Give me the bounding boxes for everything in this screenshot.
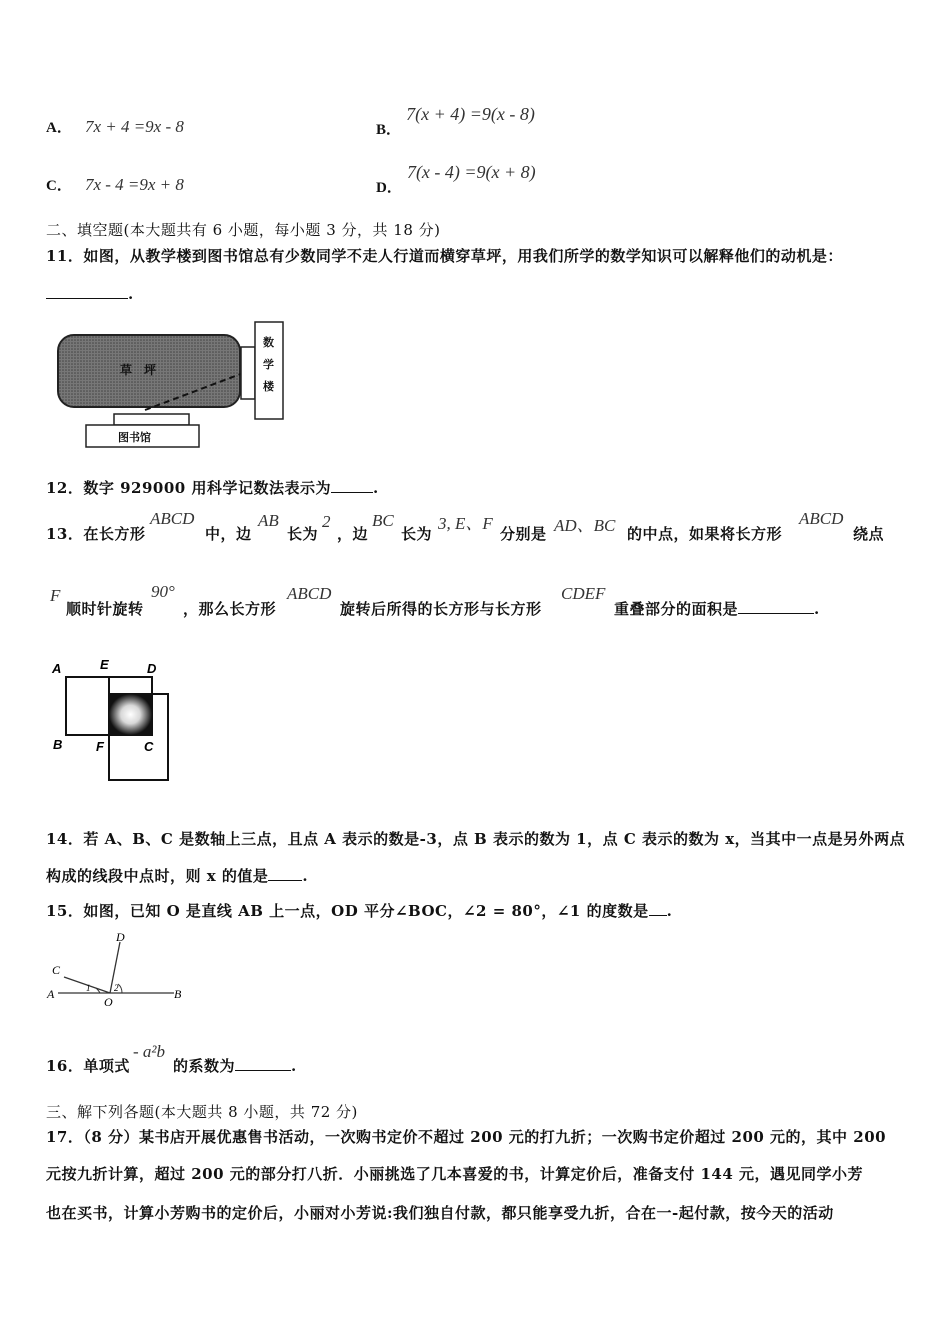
q14-end: . xyxy=(302,867,309,885)
q12-blank xyxy=(331,478,373,493)
q13-m8: F xyxy=(50,586,61,605)
q15-blank xyxy=(649,901,667,916)
label-a: A xyxy=(52,661,62,676)
q13-m3: 2 xyxy=(322,512,331,531)
q14-line2: 构成的线段中点时，则 x 的值是 xyxy=(46,867,269,885)
option-a-expr: 7x + 4 =9x - 8 xyxy=(84,117,184,136)
q16-end: . xyxy=(291,1057,297,1075)
q12-line xyxy=(46,477,379,498)
option-c-expr: 7x - 4 =9x + 8 xyxy=(84,175,184,194)
option-c xyxy=(46,174,184,195)
q15-line xyxy=(46,900,672,921)
q13-p7: 的中点，如果将长方形 xyxy=(627,525,783,543)
label-c: C xyxy=(144,739,154,754)
q11-figure xyxy=(50,318,290,452)
q13-p4: ，边 xyxy=(337,525,369,543)
option-d-label: D． xyxy=(376,180,402,196)
section-3-title: 三、解下列各题(本大题共 8 小题，共 72 分) xyxy=(46,1103,358,1121)
q11-end: . xyxy=(128,285,134,303)
q13-p10: ，那么长方形 xyxy=(183,600,277,618)
walkway-bottom xyxy=(114,414,189,425)
q17-line2: 元按九折计算，超过 200 元的部分打八折．小丽挑选了几本喜爱的书，计算定价后，准备支付 144 元，遇见同学小芳 xyxy=(46,1165,864,1183)
q13-p12: 重叠部分的面积是 xyxy=(614,600,739,618)
q13-m6: AD、BC xyxy=(554,516,616,535)
option-d-expr: 7(x - 4) =9(x + 8) xyxy=(406,162,536,182)
q13-figure xyxy=(48,655,176,785)
q13-p12-line xyxy=(614,598,820,619)
label-f: F xyxy=(96,739,104,754)
q13-p9: 顺时针旋转 xyxy=(66,600,144,618)
option-a xyxy=(46,116,184,137)
lawn-label: 草 坪 xyxy=(120,363,157,377)
q13-p5: 长为 xyxy=(401,525,433,543)
q16-p2-line xyxy=(173,1055,297,1076)
label-2: 2 xyxy=(114,983,119,993)
q14-line1: 14．若 A、B、C 是数轴上三点，且点 A 表示的数是-3，点 B 表示的数为 1，点 C 表示的数为 x，当其中一点是另外两点 xyxy=(46,830,906,848)
q15-figure xyxy=(44,928,188,1008)
q15-end: . xyxy=(666,902,673,920)
building-label-3: 楼 xyxy=(263,380,274,393)
option-b-label: B． xyxy=(376,122,402,138)
q13-m11: CDEF xyxy=(561,584,606,603)
label-b: B xyxy=(174,987,182,1001)
q13-blank xyxy=(738,599,814,614)
building-label-1: 数 xyxy=(263,336,274,349)
label-d: D xyxy=(147,661,157,676)
q13-p11: 旋转后所得的长方形与长方形 xyxy=(340,600,542,618)
option-b-expr: 7(x + 4) =9(x - 8) xyxy=(406,104,535,124)
q16-blank xyxy=(235,1056,291,1071)
label-d: D xyxy=(116,930,125,944)
overlap-region xyxy=(109,694,152,735)
q14-blank xyxy=(268,866,302,881)
q16-p2: 的系数为 xyxy=(173,1057,236,1075)
q15-text: 15．如图，已知 O 是直线 AB 上一点，OD 平分∠BOC，∠2 = 80°，∠1 的度数是 xyxy=(46,902,649,920)
section-2-title: 二、填空题(本大题共有 6 小题，每小题 3 分，共 18 分) xyxy=(46,221,441,239)
q16-p1: 16．单项式 xyxy=(46,1057,130,1075)
angle-2-arc xyxy=(118,984,122,993)
q13-m5: 3, E、F xyxy=(438,514,493,533)
label-o: O xyxy=(104,995,113,1008)
q13-m9: 90° xyxy=(151,582,175,601)
q13-m4: BC xyxy=(372,511,394,530)
label-c: C xyxy=(52,963,61,977)
q13-p3: 长为 xyxy=(287,525,319,543)
q13-p1: 13．在长方形 xyxy=(46,525,146,543)
q13-m10: ABCD xyxy=(287,584,332,603)
q14-line2-wrap xyxy=(46,865,308,886)
building-label-2: 学 xyxy=(263,358,274,371)
label-e: E xyxy=(100,657,109,672)
q13-end: . xyxy=(814,600,820,618)
q13-m7: ABCD xyxy=(799,509,844,528)
q13-m1: ABCD xyxy=(150,509,195,528)
q11-text: 11．如图，从教学楼到图书馆总有少数同学不走人行道而横穿草坪，用我们所学的数学知识可以解释他们的动机是： xyxy=(46,247,843,265)
q11-blank xyxy=(46,284,128,299)
walkway-right xyxy=(241,347,255,399)
q13-p6: 分别是 xyxy=(500,525,547,543)
option-d xyxy=(376,162,536,196)
option-b xyxy=(376,104,535,138)
option-c-label: C． xyxy=(46,178,72,194)
q13-p8: 绕点 xyxy=(853,525,885,543)
q13-p2: 中，边 xyxy=(205,525,252,543)
q12-text: 12．数字 929000 用科学记数法表示为 xyxy=(46,479,331,497)
q11-answer-line xyxy=(46,284,134,303)
q17-line3: 也在买书，计算小芳购书的定价后，小丽对小芳说:我们独自付款，都只能享受九折，合在一-起付款，按今天的活动 xyxy=(46,1204,834,1222)
label-a: A xyxy=(47,987,55,1001)
label-1: 1 xyxy=(86,983,91,993)
q12-end: . xyxy=(372,479,379,497)
library-label: 图书馆 xyxy=(118,431,151,444)
q16-m1: - a²b xyxy=(133,1042,166,1061)
q17-line1: 17．（8 分）某书店开展优惠售书活动，一次购书定价不超过 200 元的打九折；一次购书定价超过 200 元的，其中 200 xyxy=(46,1128,887,1146)
label-b: B xyxy=(53,737,63,752)
option-a-label: A． xyxy=(46,120,72,136)
q13-m2: AB xyxy=(258,511,279,530)
